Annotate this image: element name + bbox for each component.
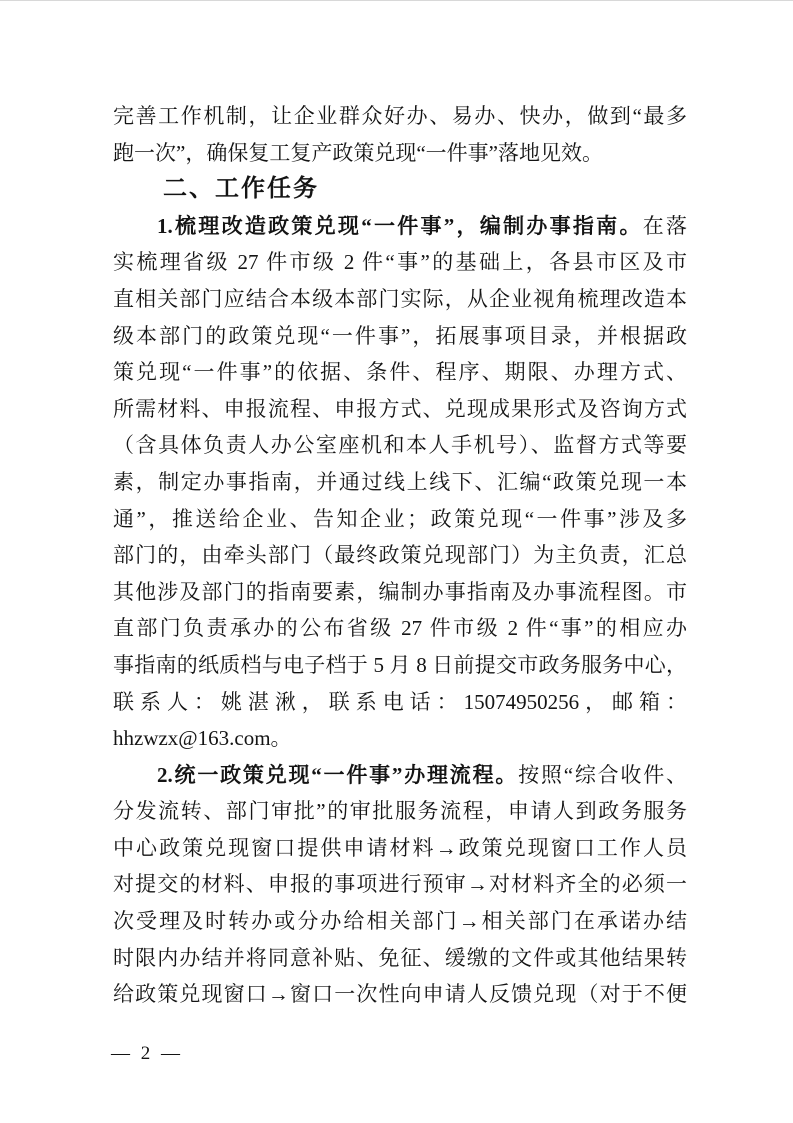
body-line: 次受理及时转办或分办给相关部门→相关部门在承诺办结: [113, 909, 687, 934]
body-line: 直相关部门应结合本级本部门实际，从企业视角梳理改造本: [113, 286, 687, 311]
body-line: 事指南的纸质档与电子档于 5 月 8 日前提交市政务服务中心，: [113, 652, 687, 677]
body-line: 素，制定办事指南，并通过线上线下、汇编“政策兑现一本: [113, 469, 687, 494]
task2-first-line: [113, 757, 687, 794]
email-line: hhzwzx@163.com。: [113, 726, 292, 751]
contact-line: 联系人：姚湛湫，联系电话：15074950256，邮箱：: [113, 689, 687, 714]
intro-line: 完善工作机制，让企业群众好办、易办、快办，做到“最多: [113, 104, 687, 128]
body-line: 策兑现“一件事”的依据、条件、程序、期限、办理方式、: [113, 360, 687, 385]
body-line: 中心政策兑现窗口提供申请材料→政策兑现窗口工作人员: [113, 835, 687, 860]
body-line: 给政策兑现窗口→窗口一次性向申请人反馈兑现（对于不便: [113, 982, 687, 1007]
task1-lead-rest: 在落: [642, 213, 687, 238]
body-line: 直部门负责承办的公布省级 27 件市级 2 件“事”的相应办: [113, 616, 687, 641]
body-line: 分发流转、部门审批”的审批服务流程，申请人到政务服务: [113, 799, 687, 824]
body-line: 所需材料、申报流程、申报方式、兑现成果形式及咨询方式: [113, 396, 687, 421]
body-line: 通”，推送给企业、告知企业；政策兑现“一件事”涉及多: [113, 506, 687, 531]
body-text: [113, 98, 687, 1013]
task2-lead: 2.统一政策兑现“一件事”办理流程。: [157, 762, 519, 787]
task2-lead-rest: 按照“综合收件、: [518, 762, 687, 787]
task1-first-line: [113, 208, 687, 245]
body-line: 对提交的材料、申报的事项进行预审→对材料齐全的必须一: [113, 872, 687, 897]
body-line: （含具体负责人办公室座机和本人手机号）、监督方式等要: [113, 433, 687, 458]
body-line: 部门的，由牵头部门（最终政策兑现部门）为主负责，汇总: [113, 543, 687, 568]
body-line: 其他涉及部门的指南要素，编制办事指南及办事流程图。市: [113, 579, 687, 604]
body-line: 级本部门的政策兑现“一件事”，拓展事项目录，并根据政: [113, 323, 687, 348]
section-heading: 二、工作任务: [163, 175, 319, 203]
page-number: — 2 —: [111, 1043, 183, 1064]
body-line: 时限内办结并将同意补贴、免征、缓缴的文件或其他结果转: [113, 945, 687, 970]
intro-line: 跑一次”，确保复工复产政策兑现“一件事”落地见效。: [113, 140, 603, 165]
task1-lead: 1.梳理改造政策兑现“一件事”，编制办事指南。: [157, 213, 643, 238]
body-line: 实梳理省级 27 件市级 2 件“事”的基础上，各县市区及市: [113, 250, 687, 275]
